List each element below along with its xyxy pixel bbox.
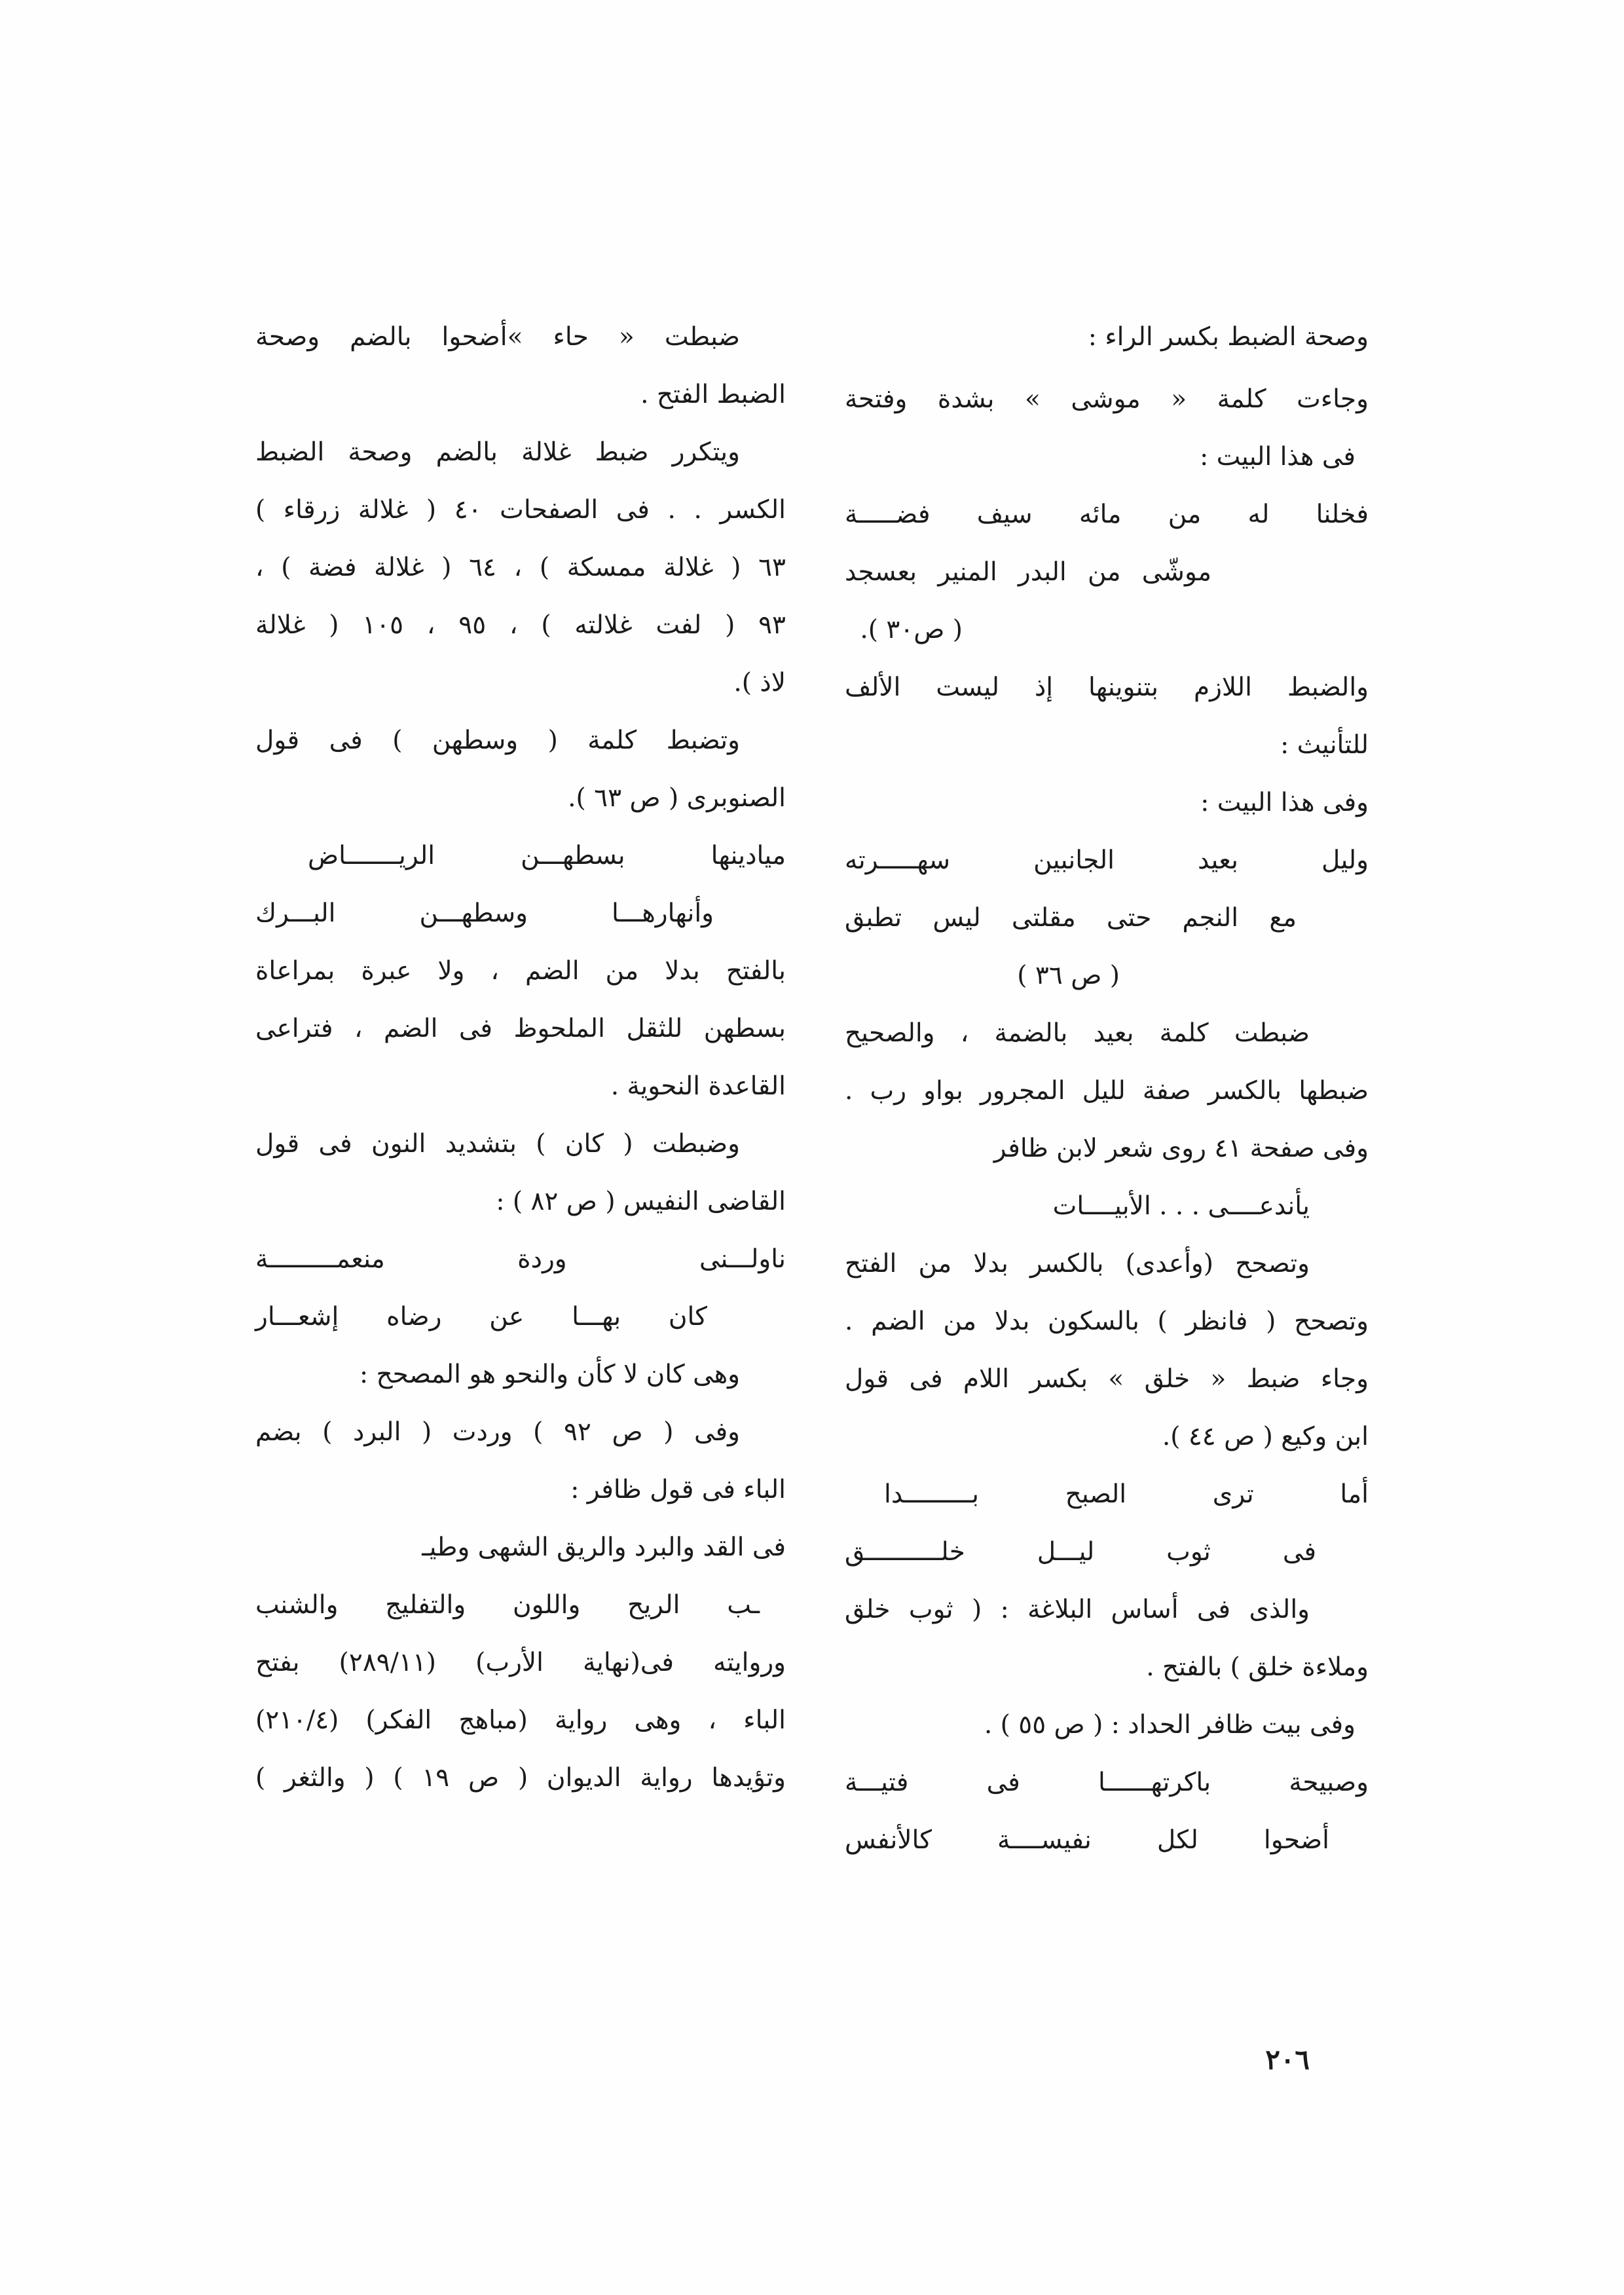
text-line: الباء ، وهى رواية (مباهج الفكر) (٢١٠/٤) bbox=[255, 1706, 786, 1735]
text-line: الكسر . . فى الصفحات ٤٠ ( غلالة زرقاء ) bbox=[255, 495, 786, 525]
verse-line: يأندعــــى . . . الأبيــــات bbox=[1052, 1191, 1310, 1221]
text-line: وتؤيدها رواية الديوان ( ص ١٩ ) ( والثغر ) bbox=[255, 1763, 786, 1793]
text-line: والذى فى أساس البلاغة : ( ثوب خلق bbox=[845, 1595, 1310, 1624]
text-line: وتصحح ( فانظر ) بالسكون بدلا من الضم . bbox=[845, 1307, 1369, 1336]
text-line: ٦٣ ( غلالة ممسكة ) ، ٦٤ ( غلالة فضة ) ، bbox=[255, 553, 786, 582]
text-line: القاضى النفيس ( ص ٨٢ ) : bbox=[496, 1187, 786, 1216]
text-line: ويتكرر ضبط غلالة بالضم وصحة الضبط bbox=[255, 438, 740, 467]
text-line: وصحة الضبط بكسر الراء : bbox=[1088, 322, 1369, 352]
text-line: الضبط الفتح . bbox=[640, 380, 786, 409]
verse-line: أما ترى الصبح بـــــــــدا bbox=[884, 1480, 1369, 1509]
text-line: ضبطت « حاء »أضحوا بالضم وصحة bbox=[255, 322, 740, 352]
verse-line: أضحوا لكل نفيســــة كالأنفس bbox=[845, 1825, 1329, 1855]
verse-line: وليل بعيد الجانبين سهـــــرته bbox=[845, 846, 1369, 875]
text-line: وملاءة خلق ) بالفتح . bbox=[1146, 1652, 1369, 1682]
verse-line: فى ثوب ليـــل خلــــــــــق bbox=[845, 1537, 1316, 1567]
text-line: الباء فى قول ظافر : bbox=[570, 1475, 786, 1504]
text-line: للتأنيث : bbox=[1280, 730, 1369, 760]
verse-line: وصبيحة باكرتهــــــا فى فتيـــة bbox=[845, 1768, 1369, 1797]
text-line: والضبط اللازم بتنوينها إذ ليست الألف bbox=[845, 673, 1369, 702]
text-line: بسطهن للثقل الملحوظ فى الضم ، فتراعى bbox=[255, 1014, 786, 1043]
right-column bbox=[845, 321, 1369, 1882]
text-line: ابن وكيع ( ص ٤٤ ). bbox=[1162, 1422, 1369, 1451]
text-line: ضبطها بالكسر صفة لليل المجرور بواو رب . bbox=[845, 1076, 1369, 1106]
page-number: ٢٠٦ bbox=[1265, 2043, 1310, 2076]
text-line: الصنوبرى ( ص ٦٣ ). bbox=[568, 783, 786, 813]
verse-line: فى القد والبرد والريق الشهى وطيـ bbox=[422, 1533, 786, 1562]
text-line: وتضبط كلمة ( وسطهن ) فى قول bbox=[255, 726, 740, 755]
text-line: فى هذا البيت : bbox=[1200, 442, 1356, 472]
verse-line: كان بهـــا عن رضاه إشعـــار bbox=[255, 1302, 707, 1332]
text-line: وهى كان لا كأن والنحو هو المصحح : bbox=[359, 1360, 740, 1389]
verse-line: ـب الريح واللون والتفليج والشنب bbox=[255, 1590, 760, 1620]
text-line: لاذ ). bbox=[733, 668, 786, 698]
text-line: وفى بيت ظافر الحداد : ( ص ٥٥ ) . bbox=[984, 1710, 1356, 1740]
verse-line: موشّى من البدر المنير بعسجد bbox=[845, 557, 1211, 587]
text-line: وجاءت كلمة « موشى » بشدة وفتحة bbox=[845, 384, 1369, 414]
text-line: وفى هذا البيت : bbox=[1200, 788, 1369, 817]
text-line: وجاء ضبط « خلق » بكسر اللام فى قول bbox=[845, 1364, 1369, 1394]
text-line: وضبطت ( كان ) بتشديد النون فى قول bbox=[255, 1129, 740, 1159]
verse-line: ناولـــنى وردة منعمـــــــــة bbox=[255, 1244, 786, 1274]
verse-line: وأنهارهـــا وسطهـــن البـــرك bbox=[255, 899, 714, 928]
verse-line: ميادينها بسطهـــن الريـــــــاض bbox=[308, 841, 786, 870]
left-column bbox=[255, 321, 786, 1819]
page-reference: ( ص ٣٦ ) bbox=[1017, 961, 1120, 990]
verse-line: فخلنا له من مائه سيف فضـــــة bbox=[845, 500, 1369, 529]
text-line: وفى صفحة ٤١ روى شعر لابن ظافر bbox=[993, 1134, 1369, 1163]
text-line: القاعدة النحوية . bbox=[610, 1072, 786, 1101]
text-line: وروايته فى(نهاية الأرب) (٢٨٩/١١) بفتح bbox=[255, 1648, 786, 1677]
text-line: ٩٣ ( لفت غلالته ) ، ٩٥ ، ١٠٥ ( غلالة bbox=[255, 610, 786, 640]
text-line: بالفتح بدلا من الضم ، ولا عبرة بمراعاة bbox=[255, 956, 786, 986]
page-reference: ( ص٣٠ ). bbox=[860, 615, 963, 644]
verse-line: مع النجم حتى مقلتى ليس تطبق bbox=[845, 903, 1297, 933]
text-line: وتصحح (وأعدى) بالكسر بدلا من الفتح bbox=[845, 1249, 1310, 1278]
text-line: وفى ( ص ٩٢ ) وردت ( البرد ) بضم bbox=[255, 1417, 741, 1447]
text-line: ضبطت كلمة بعيد بالضمة ، والصحيح bbox=[845, 1018, 1310, 1048]
